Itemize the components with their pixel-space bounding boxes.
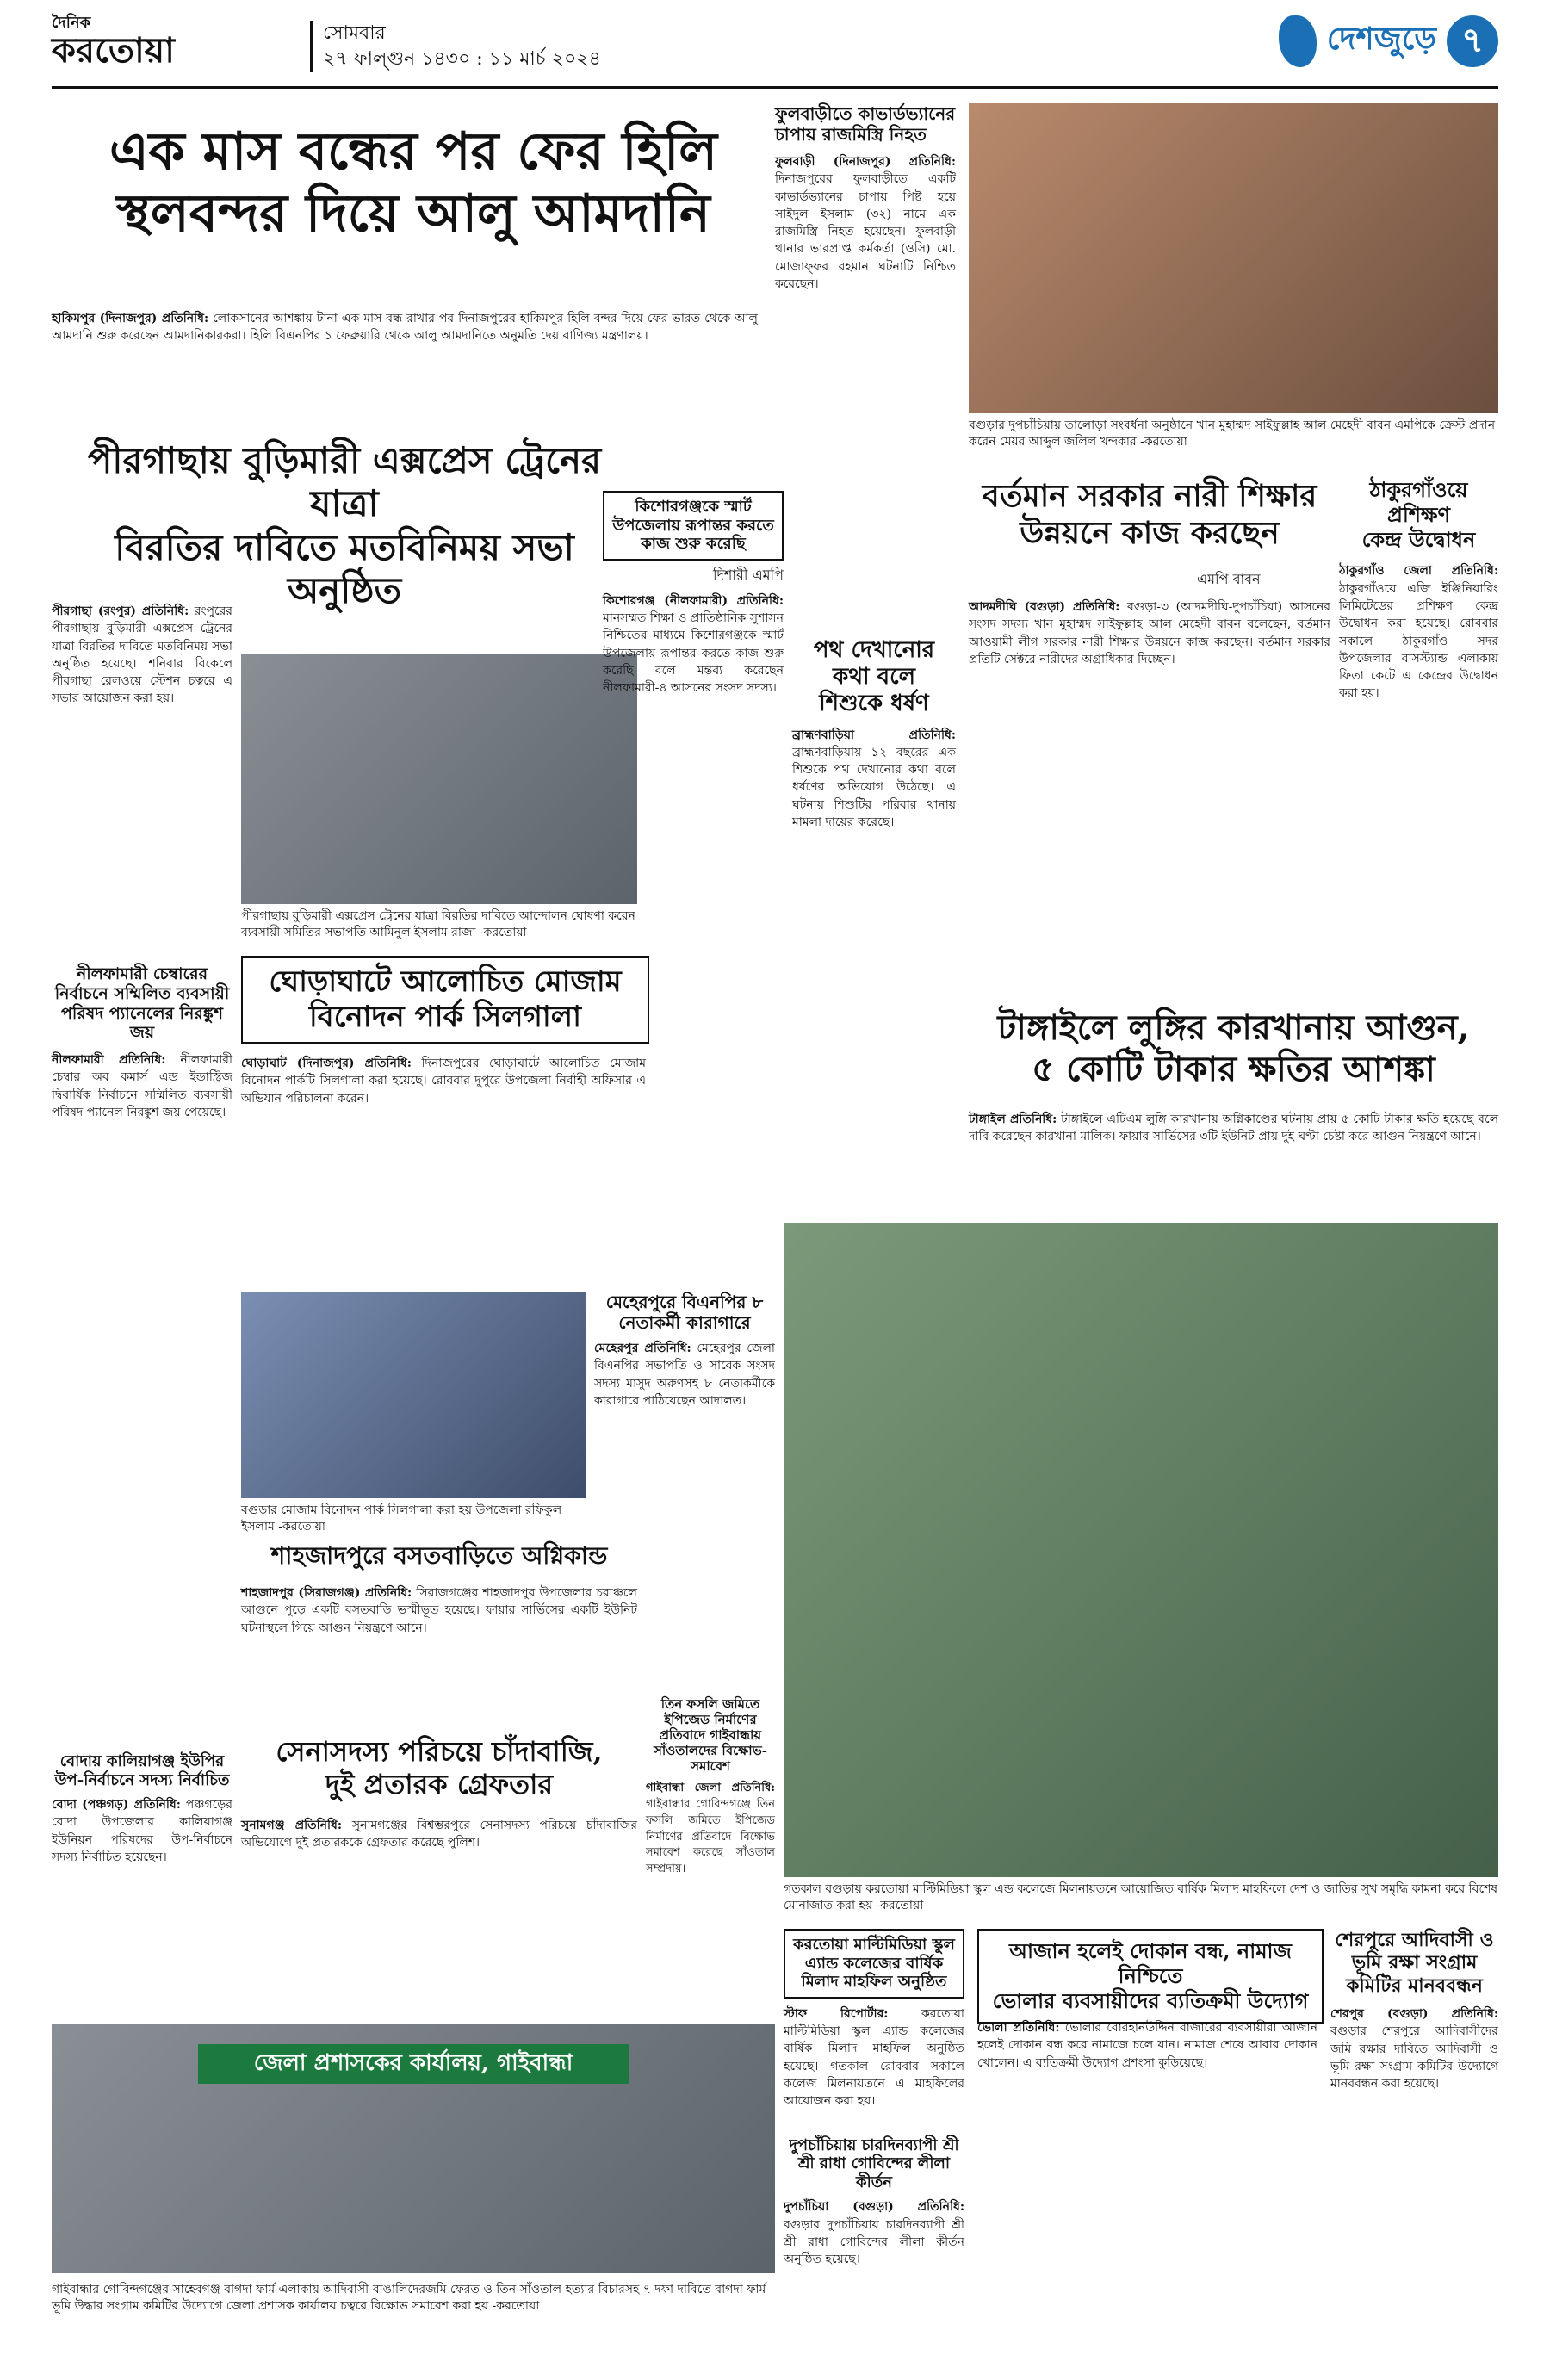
sunamganj-dateline: সুনামগঞ্জ প্রতিনিধি: [241, 1819, 343, 1832]
women-edu-text: বগুড়া-৩ (আদমদীঘি-দুপচাঁচিয়া) আসনের সংসদ সদস্য খান মুহাম্মদ সাইফুল্লাহ আল মেহেদী বাবন বলেছেন, বর্তমান আওয়ামী লীগ সরকার নারী শিক্ষার উন্নয়নে কাজ করছেন। বর্তমান সরকার প্রতিটি সেক্টরে নারীদের অগ্রাধিকার দিচ্ছেন। [969, 600, 1331, 666]
path-story-headline-line2: কথা বলে [833, 664, 915, 691]
sherpur-story [1330, 1929, 1498, 2093]
tangail-headline-line2: ৫ কোটি টাকার ক্ষতির আশঙ্কা [1032, 1049, 1435, 1089]
nilphamari-story [52, 964, 232, 1121]
milad-caption-text: গতকাল বগুড়ায় করতোয়া মাল্টিমিডিয়া স্কুল এন্ড কলেজে মিলনায়তনে আয়োজিত বার্ষিক মিলাদ মাহফিলে দেশ ও জাতির সুখ সমৃদ্ধি কামনা করে বিশেষ মোনাজাত করা হয় [784, 1882, 1498, 1912]
dupchanchia-text: বগুড়ার দুপচাঁচিয়ায় চারদিনব্যাপী শ্রী শ্রী রাধা গোবিন্দের লীলা কীর্তন অনুষ্ঠিত হয়েছে। [784, 2217, 964, 2267]
gaibandha-rally-caption [52, 2282, 775, 2315]
thakurgaon-body [1339, 562, 1498, 702]
women-edu-dateline: আদমদীঘি (বগুড়া) প্রতিনিধি: [969, 600, 1120, 614]
sherpur-headline-line1: শেরপুরে আদিবাসী ও [1335, 1929, 1494, 1951]
milad-caption [784, 1881, 1498, 1914]
karatoa-school-dateline: স্টাফ রিপোর্টার: [784, 2006, 889, 2021]
masthead-date [310, 21, 601, 72]
sunamganj-headline [241, 1735, 637, 1801]
top-story-body [52, 310, 758, 345]
boda-story [52, 1752, 232, 1866]
bhola-text: ভোলার বোরহানউদ্দিন বাজারের ব্যবসায়ীরা আজান হলেই দোকান বন্ধ করে নামাজে চলে যান। নামাজ শেষে আবার দোকান খোলেন। এ ব্যতিক্রমী উদ্যোগ প্রশংসা কুড়িয়েছে। [977, 2021, 1318, 2070]
mp-crest-credit: -করতোয়া [1140, 434, 1187, 449]
path-story-text: ব্রাহ্মণবাড়িয়ায় ১২ বছরের এক শিশুকে পথ দেখানোর কথা বলে ধর্ষণের অভিযোগ উঠেছে। এ ঘটনায় শিশুটির পরিবার থানায় মামলা দায়ের করেছে। [792, 745, 956, 830]
shahjadpur-headline: শাহজাদপুরে বসতবাড়িতে অগ্নিকান্ড [270, 1541, 608, 1570]
dupchanchia-headline: দুপচাঁচিয়ায় চারদিনব্যাপী শ্রী শ্রী রাধা গোবিন্দের লীলা কীর্তন [789, 2135, 959, 2191]
pirgachha-headline-line1: পীরগাছায় বুড়িমারী এক্সপ্রেস ট্রেনের যাত্রা [87, 439, 602, 525]
brand-name: করতোয়া [52, 30, 175, 71]
ghoraghat-body [241, 1055, 646, 1107]
kishoreganj-byline: দিশারী এমপি [712, 566, 784, 583]
karatoa-school-text: করতোয়া মাল্টিমিডিয়া স্কুল এ্যান্ড কলেজের বার্ষিক মিলাদ মাহফিল অনুষ্ঠিত হয়েছে। গতকাল রোববার সকালে কলেজ মিলনায়তনে এ মাহফিলের আয়োজন করা হয়। [784, 2006, 964, 2109]
milad-photo [784, 1223, 1498, 1877]
tangail-body [969, 1111, 1498, 1146]
tangail-headline [969, 1007, 1498, 1090]
sherpur-body [1330, 2005, 1498, 2092]
meherpur-story [594, 1292, 775, 1410]
path-story-headline [792, 637, 956, 718]
nilphamari-body [52, 1051, 232, 1121]
kishoreganj-dateline: কিশোরগঞ্জ (নীলফামারী) প্রতিনিধি: [603, 593, 784, 608]
gaibandha-rally-credit: -করতোয়া [492, 2298, 540, 2313]
sunamganj-body [241, 1817, 637, 1852]
path-story-body [792, 727, 956, 832]
brand-small: দৈনিক [52, 14, 91, 32]
ghoraghat-headline-line1: ঘোড়াঘাটে আলোচিত মোজাম [269, 964, 622, 999]
page-number: ৭ [1447, 15, 1498, 67]
masthead-rule [52, 86, 1498, 89]
fulbari-headline: ফুলবাড়ীতে কাভার্ডভ্যানের চাপায় রাজমিস্ত্রি নিহত [775, 103, 956, 145]
boda-text: পঞ্চগড়ের বোদা উপজেলার কালিয়াগঞ্জ ইউনিয়ন পরিষদের উপ-নির্বাচনে সদস্য নির্বাচিত হয়েছেন। [52, 1798, 232, 1865]
section-label: দেশজুড়ে [1326, 21, 1436, 57]
women-edu-headline-line2: উন্নয়নে কাজ করছেন [1020, 515, 1280, 552]
tangail-headline-line1: টাঙ্গাইলে লুঙ্গির কারখানায় আগুন, [997, 1007, 1470, 1048]
dupchanchia-body [784, 2198, 964, 2268]
gaibandha-rally-caption-text: গাইবান্ধার গোবিন্দগঞ্জের সাহেবগঞ্জ বাগদা ফার্ম এলাকায় আদিবাসী-বাঙালিদেরজমি ফেরত ও তিন সাঁওতাল হত্যার বিচারসহ ৭ দফা দাবিতে বাগদা ফার্ম ভূমি উদ্ধার সংগ্রাম কমিটির উদ্যোগে জেলা প্রশাসক কার্যালয় চত্বরে বিক্ষোভ সমাবেশ করা হয় [52, 2283, 766, 2313]
karatoa-school-headline: করতোয়া মাল্টিমিডিয়া স্কুল এ্যান্ড কলেজের বার্ষিক মিলাদ মাহফিল অনুষ্ঠিত [784, 1929, 964, 1999]
newspaper-brand [52, 15, 310, 76]
fulbari-text: দিনাজপুরের ফুলবাড়ীতে একটি কাভার্ডভ্যানের চাপায় পিষ্ট হয়ে সাইদুল ইসলাম (৩২) নামে এক রাজমিস্ত্রি নিহত হয়েছেন। ফুলবাড়ী থানার ভারপ্রাপ্ত কর্মকর্তা (ওসি) মো. মোজাফ্ফর রহমান ঘটনাটি নিশ্চিত করেছেন। [775, 172, 956, 292]
date-label: ২৭ ফাল্গুন ১৪৩০ : ১১ মার্চ ২০২৪ [323, 48, 601, 70]
fulbari-story [775, 103, 956, 293]
ghoraghat-photo [241, 1292, 586, 1498]
kishoreganj-text: মানসম্মত শিক্ষা ও প্রাতিষ্ঠানিক সুশাসন নিশ্চিতের মাধ্যমে কিশোরগঞ্জকে স্মার্ট উপজেলায় রূপান্তর করতে কাজ শুরু করেছি বলে মন্তব্য করেছেন নীলফামারী-৪ আসনের সংসদ সদস্য। [603, 611, 784, 696]
pirgachha-photo [241, 654, 637, 904]
thakurgaon-headline-line1: ঠাকুরগাঁওয়ে প্রশিক্ষণ [1369, 477, 1468, 527]
meherpur-headline: মেহেরপুরে বিএনপির ৮ নেতাকর্মী কারাগারে [605, 1292, 764, 1333]
gaibandha-protest-body [646, 1781, 775, 1878]
gaibandha-protest-dateline: গাইবান্ধা জেলা প্রতিনিধি: [646, 1782, 775, 1794]
path-story-dateline: ব্রাহ্মণবাড়িয়া প্রতিনিধি: [792, 728, 956, 742]
pirgachha-headline-line2: বিরতির দাবিতে মতবিনিময় সভা অনুষ্ঠিত [115, 525, 574, 612]
karatoa-school-story [784, 1929, 964, 2269]
fulbari-dateline: ফুলবাড়ী (দিনাজপুর) প্রতিনিধি: [775, 155, 956, 169]
sunamganj-headline-line1: সেনাসদস্য পরিচয়ে চাঁদাবাজি, [276, 1735, 603, 1768]
bhola-headline [977, 1929, 1324, 2024]
nilphamari-text: নীলফামারী চেম্বার অব কমার্স এন্ড ইন্ডাস্ট্রিজ দ্বিবার্ষিক নির্বাচনে সম্মিলিত ব্যবসায়ী পরিষদ প্যানেল নিরঙ্কুশ জয় পেয়েছে। [52, 1053, 233, 1120]
shahjadpur-dateline: শাহজাদপুর (সিরাজগঞ্জ) প্রতিনিধি: [241, 1586, 412, 1600]
path-story-headline-line3: শিশুকে ধর্ষণ [819, 691, 929, 717]
karatoa-school-body [784, 2005, 964, 2110]
kishoreganj-story [603, 491, 784, 697]
sunamganj-headline-line2: দুই প্রতারক গ্রেফতার [325, 1768, 554, 1801]
fulbari-body [775, 153, 956, 293]
bhola-headline-line1: আজান হলেই দোকান বন্ধ, নামাজ নিশ্চিতে [1009, 1938, 1292, 1988]
mp-crest-photo [969, 103, 1498, 413]
boda-dateline: বোদা (পঞ্চগড়) প্রতিনিধি: [52, 1798, 181, 1813]
bhola-dateline: ভোলা প্রতিনিধি: [977, 2021, 1060, 2035]
tangail-dateline: টাঙ্গাইল প্রতিনিধি: [969, 1113, 1057, 1126]
ghoraghat-dateline: ঘোড়াঘাট (দিনাজপুর) প্রতিনিধি: [241, 1057, 412, 1070]
shahjadpur-body [241, 1584, 637, 1637]
section-header [1279, 15, 1498, 67]
women-edu-headline-line1: বর্তমান সরকার নারী শিক্ষার [982, 478, 1318, 514]
sherpur-text: বগুড়ার শেরপুরে আদিবাসীদের জমি রক্ষার দাবিতে আদিবাসী ও ভূমি রক্ষা সংগ্রাম কমিটির উদ্যোগে মানববন্ধন করা হয়েছে। [1330, 2024, 1498, 2092]
gaibandha-protest-headline: তিন ফসলি জমিতে ইপিজেড নির্মাণের প্রতিবাদে গাইবান্ধায় সাঁওতালদের বিক্ষোভ-সমাবেশ [653, 1696, 768, 1774]
dc-office-banner: জেলা প্রশাসকের কার্যালয়, গাইবান্ধা [198, 2044, 629, 2084]
nilphamari-headline: নীলফামারী চেম্বারের নির্বাচনে সম্মিলিত ব্যবসায়ী পরিষদ প্যানেলের নিরঙ্কুশ জয় [54, 964, 230, 1043]
milad-credit: -করতোয়া [876, 1898, 924, 1912]
kishoreganj-headline: কিশোরগঞ্জকে স্মার্ট উপজেলায় রূপান্তর করতে কাজ শুরু করেছি [603, 491, 784, 561]
path-story-headline-line1: পথ দেখানোর [813, 637, 935, 663]
sherpur-headline [1330, 1929, 1498, 1997]
thakurgaon-headline [1339, 478, 1498, 552]
women-edu-byline: এমপি বাবন [1197, 571, 1261, 587]
sherpur-headline-line3: কমিটির মানববন্ধন [1346, 1974, 1483, 1997]
sunamganj-text: সুনামগঞ্জের বিশ্বম্ভরপুরে সেনাসদস্য পরিচয়ে চাঁদাবাজির অভিযোগে দুই প্রতারককে গ্রেফতার করেছে পুলিশ। [241, 1819, 638, 1850]
top-story-text: লোকসানের আশঙ্কায় টানা এক মাস বন্ধ রাখার পর দিনাজপুরের হাকিমপুর হিলি বন্দর দিয়ে ফের ভারত থেকে আলু আমদানি শুরু করেছেন আমদানিকারকরা। হিলি বিএনপির ১ ফেব্রুয়ারি থেকে আলু আমদানিতে অনুমতি দেয় বাণিজ্য মন্ত্রণালয়। [52, 312, 758, 344]
sherpur-headline-line2: ভূমি রক্ষা সংগ্রাম [1351, 1951, 1478, 1974]
thakurgaon-dateline: ঠাকুরগাঁও জেলা প্রতিনিধি: [1339, 564, 1498, 579]
gaibandha-protest-story [646, 1696, 775, 1878]
thakurgaon-text: ঠাকুরগাঁওয়ে এজি ইঞ্জিনিয়ারিং লিমিটেডের প্রশিক্ষণ কেন্দ্র উদ্বোধন করা হয়েছে। রোববার সকালে ঠাকুরগাঁও সদর উপজেলার বাসস্ট্যান্ড এলাকায় ফিতা কেটে এ কেন্দ্রের উদ্বোধন করা হয়। [1339, 581, 1498, 701]
gaibandha-protest-text: গাইবান্ধার গোবিন্দগঞ্জে তিন ফসলি জমিতে ইপিজেড নির্মাণের প্রতিবাদে বিক্ষোভ সমাবেশ করেছে সাঁওতাল সম্প্রদায়। [646, 1797, 775, 1876]
pirgachha-text: রংপুরের পীরগাছায় বুড়িমারী এক্সপ্রেস ট্রেনের যাত্রা বিরতির দাবিতে মতবিনিময় সভা অনুষ্ঠিত হয়েছে। শনিবার বিকেলে পীরগাছা রেলওয়ে স্টেশন চত্বরে এ সভার আয়োজন করা হয়। [52, 604, 233, 706]
women-edu-body [969, 598, 1330, 668]
dupchanchia-dateline: দুপচাঁচিয়া (বগুড়া) প্রতিনিধি: [784, 2200, 964, 2215]
tangail-text: টাঙ্গাইলে এটিএম লুঙ্গি কারখানায় অগ্নিকাণ্ডের ঘটনায় প্রায় ৫ কোটি টাকার ক্ষতি হয়েছে বলে দাবি করেছেন কারখানা মালিক। ফায়ার সার্ভিসের ৩টি ইউনিট প্রায় দুই ঘণ্টা চেষ্টা করে আগুন নিয়ন্ত্রণে আনে। [969, 1113, 1499, 1144]
thakurgaon-story [1339, 478, 1498, 703]
women-edu-headline [969, 478, 1330, 552]
boda-body [52, 1796, 232, 1866]
thakurgaon-headline-line2: কেন্দ্র উদ্বোধন [1361, 526, 1476, 552]
sherpur-dateline: শেরপুর (বগুড়া) প্রতিনিধি: [1330, 2007, 1498, 2022]
pirgachha-dateline: পীরগাছা (রংপুর) প্রতিনিধি: [52, 604, 189, 618]
meherpur-body [594, 1340, 775, 1410]
top-story-headline [78, 121, 749, 245]
pirgachha-headline [52, 439, 637, 613]
meherpur-text: মেহেরপুর জেলা বিএনপির সভাপতি ও সাবেক সংসদ সদস্য মাসুদ অরুণসহ ৮ নেতাকর্মীকে কারাগারে পাঠিয়েছেন আদালত। [594, 1342, 775, 1408]
gaibandha-rally-photo [52, 2024, 775, 2273]
pirgachha-caption: পীরগাছায় বুড়িমারী এক্সপ্রেস ট্রেনের যাত্রা বিরতির দাবিতে আন্দোলন ঘোষণা করেন ব্যবসায়ী সমিতির সভাপতি আমিনুল ইসলাম রাজা -করতোয়া [241, 909, 636, 939]
bangladesh-map-icon [1279, 15, 1317, 67]
kishoreganj-body [603, 592, 784, 697]
path-story [792, 637, 956, 831]
pirgachha-body [52, 603, 232, 708]
ghoraghat-text: দিনাজপুরের ঘোড়াঘাটে আলোচিত মোজাম বিনোদন পার্কটি সিলগালা করা হয়েছে। রোববার দুপুরে উপজেলা নির্বাহী অফিসার এ অভিযান পরিচালনা করেন। [241, 1057, 646, 1106]
bhola-body [977, 2019, 1318, 2072]
meherpur-dateline: মেহেরপুর প্রতিনিধি: [594, 1342, 691, 1355]
shahjadpur-text: সিরাজগঞ্জের শাহজাদপুর উপজেলার চরাঞ্চলে আগুনে পুড়ে একটি বসতবাড়ি ভস্মীভূত হয়েছে। ফায়ার সার্ভিসের একটি ইউনিট ঘটনাস্থলে গিয়ে আগুন নিয়ন্ত্রণে আনে। [241, 1586, 637, 1635]
boda-headline: বোদায় কালিয়াগঞ্জ ইউপির উপ-নির্বাচনে সদস্য নির্বাচিত [54, 1752, 230, 1789]
ghoraghat-caption: বগুড়ার মোজাম বিনোদন পার্ক সিলগালা করা হয় উপজেলা রফিকুল ইসলাম -করতোয়া [241, 1503, 562, 1534]
top-story-headline-line1: এক মাস বন্ধের পর ফের হিলি [109, 121, 717, 182]
mp-crest-caption [969, 418, 1498, 450]
ghoraghat-headline-line2: বিনোদন পার্ক সিলগালা [309, 999, 581, 1034]
top-story-headline-line2: স্থলবন্দর দিয়ে আলু আমদানি [116, 183, 710, 244]
ghoraghat-headline [241, 956, 649, 1044]
top-story-dateline: হাকিমপুর (দিনাজপুর) প্রতিনিধি: [52, 312, 209, 325]
mp-crest-caption-text: বগুড়ার দুপচাঁচিয়ায় তালোড়া সংবর্ধনা অনুষ্ঠানে খান মুহাম্মদ সাইফুল্লাহ আল মেহেদী বাবন এমপিকে ক্রেস্ট প্রদান করেন মেয়র আব্দুল জলিল খন্দকার [969, 418, 1496, 449]
day-label: সোমবার [323, 22, 386, 44]
bhola-headline-line2: ভোলার ব্যবসায়ীদের ব্যতিক্রমী উদ্যোগ [992, 1987, 1309, 2013]
nilphamari-dateline: নীলফামারী প্রতিনিধি: [52, 1053, 166, 1068]
